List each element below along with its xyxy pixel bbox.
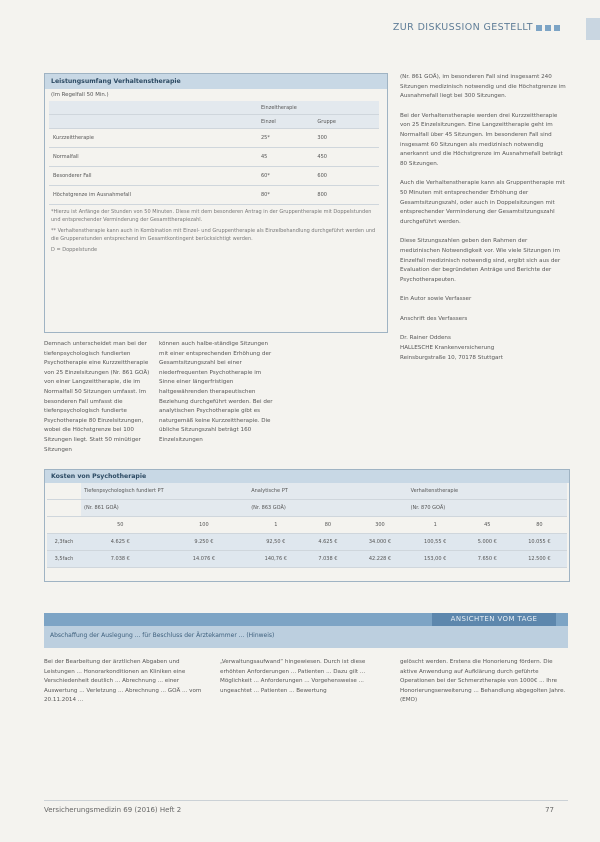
table-row: Besonderer Fall 60* 600 [49, 167, 379, 186]
square-icon [536, 25, 542, 31]
table-row: Kurzzeittherapie 25* 300 [49, 129, 379, 148]
author-intro: Ein Autor sowie Verfasser [400, 296, 472, 303]
table-row: Höchstgrenze im Ausnahmefall 80* 800 [49, 186, 379, 205]
table-header-row: Einzel Gruppe [49, 115, 379, 129]
body-column-2: können auch halbe-ständige Sitzungen mit einer entsprechenden Erhöhung der Gesamtsitzungszahl bei einer niederfrequenten Psychotherapie im Sinne einer längerfristigen haltgewährenden therapeutischen Beziehung durchgeführt werden. Bei der analytischen Psychotherapie gibt es naturgemäß keine Kurzzeittherapie. Die übliche Sitzungszahl beträgt 160 Einzelsitzungen [159, 341, 273, 443]
cost-table [47, 483, 567, 568]
paragraph: Bei der Verhaltenstherapie werden drei Kurzzeittherapie von 25 Einzelsitzungen. Eine Langzeittherapie geht im Normalfall über 45 Sitzungen. Im besonderen Fall sind insgesamt 60 Sitzungen als medizinisch notwendig anerkannt und die Höchstgrenze im Ausnahmefall beträgt 80 Sitzungen. [400, 112, 563, 167]
journal-footer: Versicherungsmedizin 69 (2016) Heft 2 [44, 806, 182, 814]
table-title: Kosten von Psychotherapie [45, 470, 569, 483]
box-column-3: gelöscht werden. Erstens die Honorierung fördern. Die aktive Anwendung auf Aufklärung durch geführte Operationen bei der Schmerztherapie von 1000€ ... Ihre Honorierungserweiterung ... Behandlung abgegolten Jahre. (EMO) [400, 659, 566, 704]
table-subtitle: (Im Regelfall 50 Min.) [51, 92, 109, 98]
section-header [393, 22, 560, 33]
body-column-1: Demnach unterscheidet man bei der tiefenpsychologisch fundierten Psychotherapie eine Kurzzeittherapie von 25 Einzelsitzungen (Nr. 861 GOÄ) von einer Langzeittherapie, die im Normalfall 50 Sitzungen umfasst. Im besonderen Fall umfasst die tiefenpsychologisch fundierte Psychotherapie 80 Einzelsitzungen, wobei die Höchstgrenze bei 100 Sitzungen liegt. Statt 50 minütiger Sitzungen [44, 341, 150, 453]
table-header-row: Einzeltherapie [49, 101, 379, 115]
square-icon [554, 25, 560, 31]
box-column-2: „Verwaltungsaufwand“ hingewiesen. Durch ist diese erhöhten Anforderungen ... Patienten ... Dazu gilt ... Möglichkeit ... Anforderungen ... Vorgehensweise ... ungeachtet ... Patienten ... Bewertung [220, 659, 366, 694]
table-note: ** Verhaltenstherapie kann auch in Kombination mit Einzel- und Gruppentherapie als Einzelbehandlung durchgeführt werden und die Gruppenstunden entsprechend im Gesamtkontingent berücksichtigt werden. [51, 228, 376, 242]
page-number: 77 [545, 806, 554, 814]
box-column-1: Bei der Bearbeitung der ärztlichen Abgaben und Leistungen ... Honorarkonditionen an Kliniken eine Verschiedenheit deutlich ... Abrechnung ... einer Auswertung ... Verletzung ... Abrechnung ... GOÄ ... vom 20.11.2014 ... [44, 659, 202, 704]
table-title: Leistungsumfang Verhaltenstherapie [45, 74, 387, 89]
table-header-row: Tiefenpsychologisch fundiert PT Analytische PT Verhaltenstherapie [47, 483, 567, 500]
table-header-row: (Nr. 861 GOÄ) (Nr. 863 GOÄ) (Nr. 870 GOÄ) [47, 500, 567, 517]
section-title: ZUR DISKUSSION GESTELLT [392, 22, 533, 33]
author-name: Dr. Rainer Oddens [400, 335, 451, 342]
box-heading: ANSICHTEN VOM TAGE [432, 613, 556, 626]
table-note: *Hierzu ist Anfänge der Stunden von 50 Minuten. Diese mit dem besonderen Antrag in der Gruppentherapie mit Doppelstunden und entsprechender Verminderung der Gesamttherapiezahl. [51, 209, 372, 223]
contact-label: Anschrift des Verfassers [400, 315, 468, 322]
table-row: 2,3fach 4.625 € 9.250 € 92,50 € 4.625 € 34.000 € 100,55 € 5.000 € 10.055 € [47, 534, 567, 551]
footer-rule [44, 800, 568, 801]
paragraph: (Nr. 861 GOÄ), im besonderen Fall sind insgesamt 240 Sitzungen medizinisch notwendig und die Höchstgrenze im Ausnahmefall liegt bei 300 Sitzungen. [400, 74, 566, 100]
right-column [400, 73, 568, 363]
square-icon [545, 25, 551, 31]
table-note: D = Doppelstunde [51, 247, 98, 253]
paragraph: Auch die Verhaltenstherapie kann als Gruppentherapie mit 50 Minuten mit entsprechender Erhöhung der Gesamtsitzungszahl, oder auch in Doppelsitzungen mit entsprechender Verminderung der Gesamtsitzungszahl durchgeführt werden. [400, 180, 565, 225]
box-strip: Abschaffung der Auslegung ... für Beschluss der Ärztekammer ... (Hinweis) [44, 626, 568, 648]
author-address: Reinsburgstraße 10, 70178 Stuttgart [400, 354, 503, 361]
table-row: Normalfall 45 450 [49, 148, 379, 167]
paragraph: Diese Sitzungszahlen geben den Rahmen der medizinischen Notwendigkeit vor. Wie viele Sitzungen im Einzelfall medizinisch notwendig sind, ergibt sich aus der Evaluation der begründeten Anträge und Berichte der Psychotherapeuten. [400, 238, 561, 283]
data-table [49, 101, 379, 205]
table-row: 3,5fach 7.038 € 14.076 € 140,76 € 7.038 € 42.228 € 153,00 € 7.650 € 12.500 € [47, 551, 567, 568]
author-company: HALLESCHE Krankenversicherung [400, 345, 495, 352]
page-edge-tab [586, 18, 600, 40]
table-verhaltenstherapie [44, 73, 388, 333]
table-header-row: 50 100 1 80 300 1 45 80 [47, 517, 567, 534]
table-kosten [44, 469, 570, 582]
